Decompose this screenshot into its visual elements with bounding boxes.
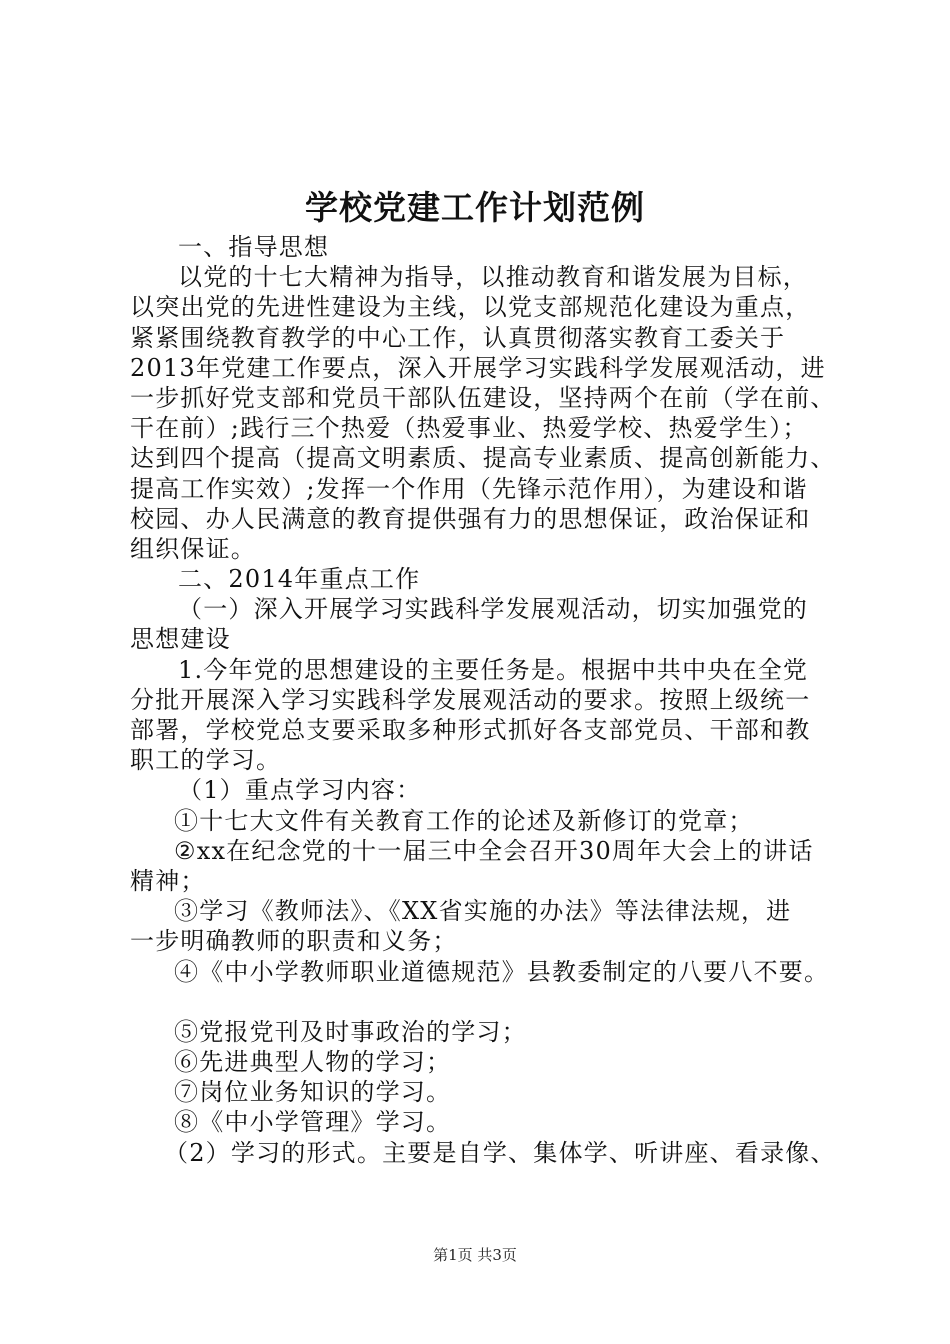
list-item: ③学习《教师法》、《XX省实施的办法》等法律法规，进 [174, 897, 792, 926]
list-item: ⑧《中小学管理》学习。 [174, 1108, 452, 1137]
list-item-continuation: 精神； [130, 866, 206, 895]
paragraph-line: 校园、办人民满意的教育提供强有力的思想保证，政治保证和 [130, 504, 811, 533]
document-title: 学校党建工作计划范例 [305, 188, 645, 227]
list-item: ①十七大文件有关教育工作的论述及新修订的党章； [174, 806, 754, 835]
paragraph-line: 提高工作实效）;发挥一个作用（先锋示范作用），为建设和谐 [130, 474, 808, 503]
paragraph-line: 思想建设 [130, 625, 231, 654]
paragraph-line: 一步抓好党支部和党员干部队伍建设，坚持两个在前（学在前、 [130, 383, 836, 412]
list-item-continuation: 一步明确教师的职责和义务； [130, 927, 458, 956]
paragraph-line: 2013年党建工作要点，深入开展学习实践科学发展观活动，进 [130, 353, 826, 382]
paragraph-line: 职工的学习。 [130, 746, 282, 775]
paragraph-line: 紧紧围绕教育教学的中心工作，认真贯彻落实教育工委关于 [130, 323, 786, 352]
list-item: ⑦岗位业务知识的学习。 [174, 1078, 452, 1107]
list-heading: （1）重点学习内容： [178, 776, 422, 805]
paragraph-line: 以党的十七大精神为指导，以推动教育和谐发展为目标， [178, 263, 808, 292]
section-heading-guiding-ideology: 一、指导思想 [178, 233, 330, 261]
paragraph-line: 达到四个提高（提高文明素质、提高专业素质、提高创新能力、 [130, 444, 836, 473]
list-item: ②xx在纪念党的十一届三中全会召开30周年大会上的讲话 [174, 836, 814, 865]
paragraph-line: 分批开展深入学习实践科学发展观活动的要求。按照上级统一 [130, 685, 811, 714]
paragraph-line: 干在前）;践行三个热爱（热爱事业、热爱学校、热爱学生）； [130, 414, 808, 443]
list-heading: （2）学习的形式。主要是自学、集体学、听讲座、看录像、 [164, 1138, 836, 1167]
list-item: ⑥先进典型人物的学习； [174, 1048, 452, 1077]
list-item: ④《中小学教师职业道德规范》县教委制定的八要八不要。 [174, 957, 830, 986]
list-item: ⑤党报党刊及时事政治的学习； [174, 1017, 527, 1046]
document-body [130, 232, 836, 1168]
paragraph-line: 1.今年党的思想建设的主要任务是。根据中共中央在全党 [178, 655, 809, 684]
paragraph-line: 部署，学校党总支要采取多种形式抓好各支部党员、干部和教 [130, 716, 811, 744]
subsection-heading: （一）深入开展学习实践科学发展观活动，切实加强党的 [178, 595, 808, 624]
page-footer: 第1页 共3页 [433, 1246, 517, 1264]
section-heading-key-work: 二、2014年重点工作 [178, 565, 421, 594]
blank-line [130, 987, 830, 1017]
paragraph-line: 以突出党的先进性建设为主线，以党支部规范化建设为重点， [130, 293, 811, 322]
paragraph-line: 组织保证。 [130, 534, 256, 563]
